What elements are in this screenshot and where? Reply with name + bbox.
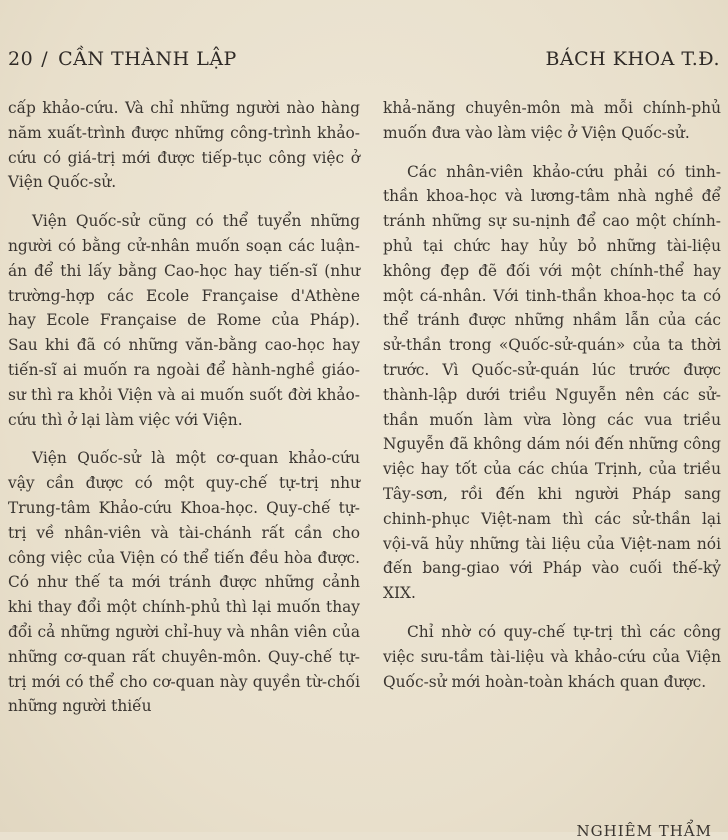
header-separator: / (41, 48, 49, 70)
right-column (383, 96, 721, 694)
section-title: CẦN THÀNH LẬP (58, 48, 237, 70)
paragraph: cấp khảo-cứu. Và chỉ những người nào hàng năm xuất-trình được những công-trình khảo-cứu có giá-trị mới được tiếp-tục công việc ở Viện Quốc-sử. (8, 99, 360, 192)
running-header (8, 48, 720, 78)
left-column (8, 96, 360, 719)
author-signature: NGHIÊM THẨM (576, 822, 712, 840)
page-number: 20 (8, 48, 34, 70)
header-left (8, 48, 237, 70)
publication-name: BÁCH KHOA T.Đ. (545, 48, 720, 70)
paragraph: khả-năng chuyên-môn mà mỗi chính-phủ muốn đưa vào làm việc ở Viện Quốc-sử. (383, 99, 721, 142)
paragraph: Viện Quốc-sử cũng có thể tuyển những người có bằng cử-nhân muốn soạn các luận-án để thi lấy bằng Cao-học hay tiến-sĩ (như trường-hợp các Ecole Française d'Athène hay Ecole Française de Rome của Pháp). Sau khi đã có những văn-bằng cao-học hay tiến-sĩ ai muốn ra ngoài để hành-nghề giáo-sư thì ra khỏi Viện và ai muốn suốt đời khảo-cứu thì ở lại làm việc với Viện. (8, 212, 360, 429)
paragraph: Viện Quốc-sử là một cơ-quan khảo-cứu vậy cần được có một quy-chế tự-trị như Trung-tâm Khảo-cứu Khoa-học. Quy-chế tự-trị về nhân-viên và tài-chánh rất cần cho công việc của Viện có thể tiến đều hòa được. Có như thế ta mới tránh được những cảnh khi thay đổi một chính-phủ thì lại muốn thay đổi cả những người chỉ-huy và nhân viên của những cơ-quan rất chuyên-môn. Quy-chế tự-trị mới có thể cho cơ-quan này quyền từ-chối những người thiếu (8, 449, 360, 716)
paragraph: Chỉ nhờ có quy-chế tự-trị thì các công việc sưu-tầm tài-liệu và khảo-cứu của Viện Quốc-sử mới hoàn-toàn khách quan được. (383, 622, 721, 691)
paragraph: Các nhân-viên khảo-cứu phải có tinh-thần khoa-học và lương-tâm nhà nghề để tránh những sự su-nịnh để cao một chính-phủ tại chức hay hủy bỏ những tài-liệu không đẹp đẽ đối với một chính-thể hay một cá-nhân. Với tinh-thần khoa-học ta có thể tránh được những nhầm lẫn của các sử-thần trong «Quốc-sử-quán» của ta thời trước. Vì Quốc-sử-quán lúc trước được thành-lập dưới triều Nguyễn nên các sử-thần muốn làm vừa lòng các vua triều Nguyễn đã không dám nói đến những công việc hay tốt của các chúa Trịnh, của triều Tây-sơn, rồi đến khi người Pháp sang chinh-phục Việt-nam thì các sử-thần lại vội-vã hủy những tài liệu của Việt-nam nói đến bang-giao với Pháp vào cuối thế-kỷ XIX. (383, 162, 721, 603)
